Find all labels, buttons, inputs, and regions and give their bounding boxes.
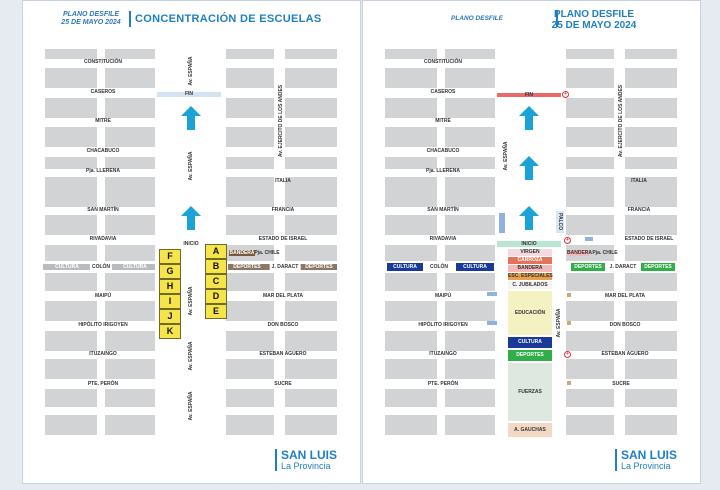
city-block — [285, 157, 337, 169]
parade-segment: C. JUBILADOS — [508, 281, 552, 289]
arrow-up-icon — [519, 106, 539, 130]
street-italia: ITALIA — [275, 178, 291, 184]
city-block — [566, 273, 614, 291]
daract-label: J. DARACT — [271, 264, 299, 270]
deportes-label: DEPORTES — [305, 264, 333, 270]
street-mitre: MITRE — [435, 118, 451, 124]
city-block — [445, 301, 495, 321]
city-block — [625, 389, 677, 407]
deportes-label: DEPORTES — [641, 263, 675, 271]
city-block — [226, 98, 274, 118]
street-mitre: MITRE — [95, 118, 111, 124]
street-llerena: Pja. LLERENA — [86, 168, 120, 174]
right-map-panel — [362, 0, 701, 484]
city-block — [285, 215, 337, 235]
city-block — [566, 215, 614, 235]
street-caseros: CASEROS — [90, 89, 116, 95]
city-block — [566, 127, 614, 147]
parade-segment: A. GAUCHAS — [508, 423, 552, 437]
deportes-label: DEPORTES — [571, 263, 605, 271]
city-block — [625, 273, 677, 291]
school-group-d: D — [205, 289, 227, 304]
city-block — [105, 301, 155, 321]
city-block — [625, 98, 677, 118]
school-group-b: B — [205, 259, 227, 274]
city-block — [445, 415, 495, 435]
city-block — [285, 359, 337, 379]
location-pin-icon: + — [562, 91, 569, 98]
street-francia: FRANCIA — [271, 207, 295, 213]
arrow-up-icon — [519, 156, 539, 180]
city-block — [105, 177, 155, 207]
city-block — [285, 49, 337, 59]
left-header-plan: PLANO DESFILE — [62, 11, 119, 18]
street-don-bosco: DON BOSCO — [609, 322, 641, 328]
right-header-plan: PLANO DESFILE — [553, 9, 634, 20]
street-av-espana: Av. ESPAÑA — [188, 341, 194, 371]
header-divider — [129, 11, 131, 27]
street-av-espana: Av. ESPAÑA — [188, 391, 194, 421]
city-block — [105, 215, 155, 235]
city-block — [45, 68, 97, 88]
city-block — [226, 359, 274, 379]
street-av-espana: Av. ESPAÑA — [503, 141, 509, 171]
city-block — [566, 415, 614, 435]
city-block — [226, 177, 274, 207]
marker — [567, 293, 571, 297]
marker — [567, 381, 571, 385]
logo-san-luis: SAN LUIS — [621, 448, 678, 462]
city-block — [226, 157, 274, 169]
arrow-up-icon — [181, 206, 201, 230]
parade-segment: INICIO — [497, 241, 561, 247]
city-block — [285, 127, 337, 147]
city-block — [105, 68, 155, 88]
right-header-date: 25 DE MAYO 2024 — [551, 20, 637, 31]
school-group-k: K — [159, 324, 181, 339]
logo-bar — [615, 449, 617, 471]
street-av-espana: Av. ESPAÑA — [188, 56, 194, 86]
city-block — [385, 98, 437, 118]
street-mar-del-plata: MAR DEL PLATA — [263, 293, 303, 299]
city-block — [445, 98, 495, 118]
city-block — [385, 301, 437, 321]
parade-segment: ESC. ESPECIALES — [508, 273, 553, 279]
city-block — [285, 301, 337, 321]
logo-bar — [275, 449, 277, 471]
parade-segment: DEPORTES — [508, 350, 552, 361]
city-block — [285, 177, 337, 207]
city-block — [385, 177, 437, 207]
city-block — [445, 273, 495, 291]
logo-san-luis: SAN LUIS — [281, 448, 338, 462]
left-header-title: CONCENTRACIÓN DE ESCUELAS — [135, 13, 322, 25]
street-sucre: SUCRE — [274, 381, 292, 387]
city-block — [625, 331, 677, 351]
city-block — [566, 359, 614, 379]
city-block — [566, 177, 614, 207]
city-block — [45, 127, 97, 147]
palco-box: PALCO — [556, 211, 564, 233]
inicio-label: INICIO — [183, 241, 199, 247]
daract-label: J. DARACT — [609, 264, 637, 270]
city-block — [625, 415, 677, 435]
city-block — [625, 359, 677, 379]
street-rivadavia: RIVADAVIA — [429, 236, 457, 242]
city-block — [566, 157, 614, 169]
street-ituzaingo: ITUZAINGO — [429, 351, 457, 357]
city-block — [105, 331, 155, 351]
city-block — [445, 215, 495, 235]
city-block — [45, 245, 97, 261]
city-block — [625, 49, 677, 59]
city-block — [105, 359, 155, 379]
street-mar-del-plata: MAR DEL PLATA — [605, 293, 645, 299]
city-block — [285, 415, 337, 435]
city-block — [226, 215, 274, 235]
arrow-up-icon — [519, 206, 539, 230]
city-block — [385, 415, 437, 435]
city-block — [566, 301, 614, 321]
school-group-g: G — [159, 264, 181, 279]
street-rivadavia: RIVADAVIA — [89, 236, 117, 242]
city-block — [445, 389, 495, 407]
city-block — [226, 49, 274, 59]
city-block — [385, 215, 437, 235]
city-block — [226, 331, 274, 351]
street-ituzaingo: ITUZAINGO — [89, 351, 117, 357]
city-block — [285, 68, 337, 88]
street-don-bosco: DON BOSCO — [267, 322, 299, 328]
city-block — [385, 68, 437, 88]
city-block — [226, 389, 274, 407]
logo-la-provincia: La Provincia — [621, 461, 671, 471]
street-chacabuco: CHACABUCO — [86, 148, 120, 154]
city-block — [45, 98, 97, 118]
city-block — [445, 177, 495, 207]
city-block — [566, 49, 614, 59]
street-llerena: Pja. LLERENA — [426, 168, 460, 174]
school-group-i: I — [159, 294, 181, 309]
city-block — [445, 68, 495, 88]
left-map-panel — [22, 0, 361, 484]
logo-la-provincia: La Provincia — [281, 461, 331, 471]
street-av-espana: Av. ESPAÑA — [188, 286, 194, 316]
city-block — [105, 389, 155, 407]
city-block — [625, 157, 677, 169]
pja-chile-label: Pja. CHILE — [254, 250, 280, 256]
street-av-ejercito: Av. EJERCITO DE LOS ANDES — [618, 84, 624, 158]
city-block — [385, 127, 437, 147]
marker — [487, 292, 497, 296]
street-caseros: CASEROS — [430, 89, 456, 95]
street-san-martin: SAN MARTÍN — [427, 207, 459, 213]
city-block — [105, 98, 155, 118]
city-block — [385, 49, 437, 59]
city-block — [445, 49, 495, 59]
city-block — [226, 301, 274, 321]
street-av-espana: Av. ESPAÑA — [556, 308, 562, 338]
city-block — [105, 415, 155, 435]
city-block — [625, 245, 677, 261]
city-block — [385, 331, 437, 351]
street-maipu: MAIPÚ — [94, 293, 112, 299]
colon-label: COLÓN — [91, 264, 111, 270]
parade-segment: VIRGEN — [508, 249, 552, 256]
city-block — [566, 98, 614, 118]
city-block — [285, 389, 337, 407]
city-block — [385, 359, 437, 379]
street-estado-israel: ESTADO DE ISRAEL — [624, 236, 674, 242]
city-block — [45, 215, 97, 235]
city-block — [226, 273, 274, 291]
school-group-f: F — [159, 249, 181, 264]
fin-label: FIN — [524, 92, 534, 98]
street-constitucion: CONSTITUCIÓN — [423, 59, 463, 65]
marker — [567, 321, 571, 325]
city-block — [445, 127, 495, 147]
cultura-label: CULTURA — [55, 264, 79, 270]
cultura-label: CULTURA — [456, 263, 494, 271]
city-block — [105, 49, 155, 59]
city-block — [625, 127, 677, 147]
deportes-label: DEPORTES — [233, 264, 261, 270]
fin-label: FIN — [184, 91, 194, 97]
parade-segment: EDUCACIÓN — [508, 291, 552, 335]
city-block — [45, 301, 97, 321]
colon-label: COLÓN — [429, 264, 449, 270]
cultura-label: CULTURA — [123, 264, 147, 270]
cultura-label: CULTURA — [387, 263, 423, 271]
school-group-j: J — [159, 309, 181, 324]
street-estado-israel: ESTADO DE ISRAEL — [258, 236, 308, 242]
city-block — [625, 215, 677, 235]
parade-segment: FUERZAS — [508, 363, 552, 421]
city-block — [445, 359, 495, 379]
school-group-a: A — [205, 244, 227, 259]
city-block — [625, 68, 677, 88]
city-block — [385, 273, 437, 291]
pja-chile-label: Pja. CHILE — [592, 250, 618, 256]
parade-segment: CULTURA — [508, 337, 552, 348]
marker — [487, 321, 497, 325]
city-block — [105, 127, 155, 147]
street-peron: PTE. PERÓN — [427, 381, 459, 387]
city-block — [105, 245, 155, 261]
street-av-espana: Av. ESPAÑA — [188, 151, 194, 181]
city-block — [385, 389, 437, 407]
city-block — [285, 245, 337, 261]
city-block — [285, 98, 337, 118]
street-hipolito: HIPÓLITO IRIGOYEN — [418, 322, 468, 328]
street-san-martin: SAN MARTÍN — [87, 207, 119, 213]
city-block — [226, 127, 274, 147]
street-italia: ITALIA — [631, 178, 647, 184]
city-block — [45, 273, 97, 291]
school-group-h: H — [159, 279, 181, 294]
parade-segment: CARROZA — [508, 257, 552, 264]
left-header-date: 25 DE MAYO 2024 — [61, 19, 121, 26]
city-block — [445, 331, 495, 351]
city-block — [226, 68, 274, 88]
city-block — [285, 273, 337, 291]
city-block — [45, 415, 97, 435]
street-sucre: SUCRE — [612, 381, 630, 387]
city-block — [285, 331, 337, 351]
city-block — [566, 389, 614, 407]
city-block — [45, 331, 97, 351]
city-block — [445, 245, 495, 261]
marker — [585, 237, 593, 241]
location-pin-icon: + — [564, 351, 571, 358]
city-block — [385, 245, 437, 261]
street-chacabuco: CHACABUCO — [426, 148, 460, 154]
parade-segment: BANDERA — [508, 265, 552, 272]
city-block — [45, 177, 97, 207]
right-header-anniversary: PLANO DESFILE — [450, 15, 503, 22]
street-constitucion: CONSTITUCIÓN — [83, 59, 123, 65]
city-block — [566, 331, 614, 351]
city-block — [45, 389, 97, 407]
street-maipu: MAIPÚ — [434, 293, 452, 299]
street-hipolito: HIPÓLITO IRIGOYEN — [78, 322, 128, 328]
street-esteban-aguero: ESTEBAN AGUERO — [259, 351, 307, 357]
street-peron: PTE. PERÓN — [87, 381, 119, 387]
arrow-up-icon — [181, 106, 201, 130]
school-group-e: E — [205, 304, 227, 319]
street-francia: FRANCIA — [627, 207, 651, 213]
city-block — [45, 49, 97, 59]
bandera-label: BANDERA — [229, 250, 255, 256]
city-block — [625, 301, 677, 321]
city-block — [226, 415, 274, 435]
city-block — [105, 273, 155, 291]
bandera-label: BANDERA — [567, 250, 592, 256]
location-pin-icon: + — [564, 237, 571, 244]
city-block — [566, 68, 614, 88]
street-av-ejercito: Av. EJERCITO DE LOS ANDES — [278, 84, 284, 158]
city-block — [45, 359, 97, 379]
school-group-c: C — [205, 274, 227, 289]
street-esteban-aguero: ESTEBAN AGUERO — [601, 351, 649, 357]
stand-marker — [499, 213, 505, 233]
